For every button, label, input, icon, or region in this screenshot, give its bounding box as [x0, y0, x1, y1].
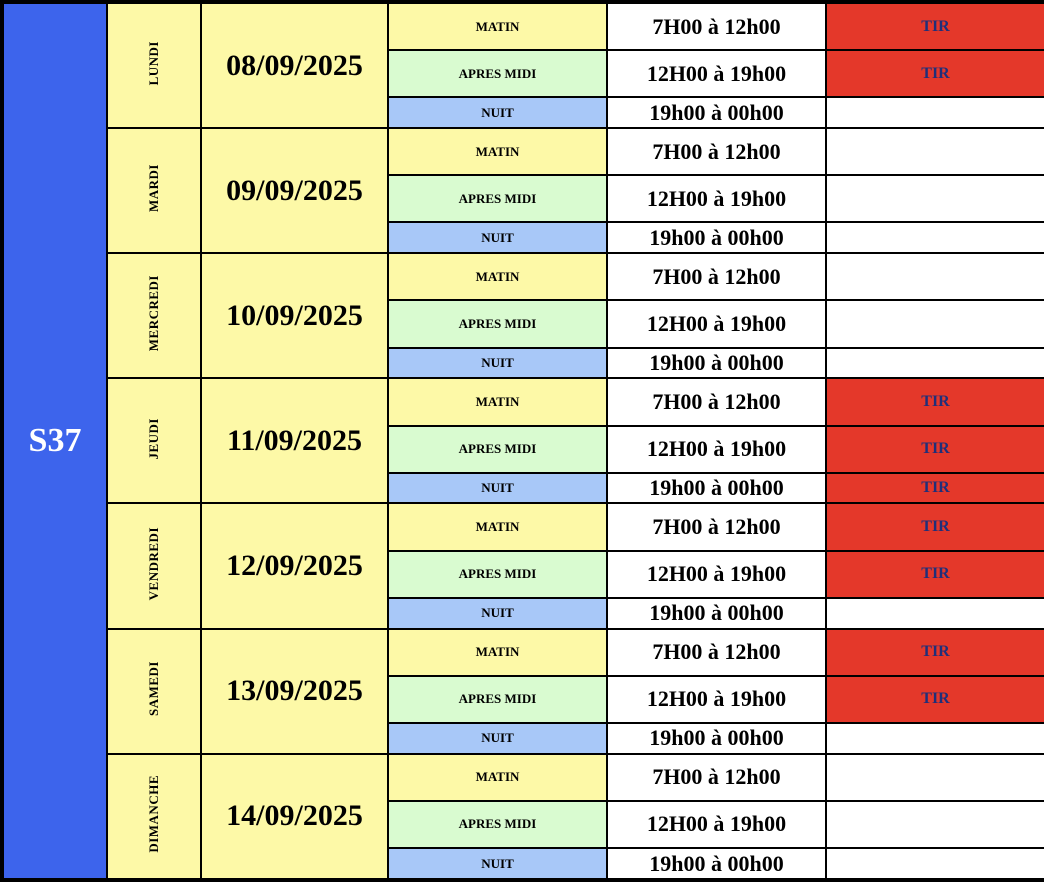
- period-hours: 12H00 à 19h00: [607, 676, 826, 723]
- period-hours: 19h00 à 00h00: [607, 848, 826, 879]
- day-name-cell: [107, 253, 201, 378]
- period-label: APRES MIDI: [388, 801, 607, 848]
- tir-status-cell: TIR: [826, 378, 1044, 425]
- day-date: 10/09/2025: [201, 253, 388, 378]
- period-label: APRES MIDI: [388, 551, 607, 598]
- period-label: APRES MIDI: [388, 676, 607, 723]
- day-name-cell: [107, 128, 201, 253]
- tir-status-cell: TIR: [826, 503, 1044, 550]
- day-name: SAMEDI: [146, 661, 161, 717]
- period-label: MATIN: [388, 3, 607, 50]
- day-date: 08/09/2025: [201, 3, 388, 128]
- period-label: MATIN: [388, 754, 607, 801]
- empty-status-cell: [826, 128, 1044, 175]
- period-label: NUIT: [388, 723, 607, 754]
- empty-status-cell: [826, 175, 1044, 222]
- period-hours: 7H00 à 12h00: [607, 754, 826, 801]
- period-label: NUIT: [388, 222, 607, 253]
- day-name-cell: [107, 754, 201, 879]
- day-name-cell: [107, 503, 201, 628]
- tir-status-cell: TIR: [826, 551, 1044, 598]
- empty-status-cell: [826, 598, 1044, 629]
- tir-status-cell: TIR: [826, 629, 1044, 676]
- period-label: NUIT: [388, 598, 607, 629]
- period-hours: 12H00 à 19h00: [607, 175, 826, 222]
- day-name-cell: [107, 629, 201, 754]
- period-hours: 12H00 à 19h00: [607, 801, 826, 848]
- tir-status-cell: TIR: [826, 3, 1044, 50]
- period-hours: 7H00 à 12h00: [607, 378, 826, 425]
- period-hours: 19h00 à 00h00: [607, 222, 826, 253]
- schedule-row: [3, 378, 1044, 425]
- day-date: 11/09/2025: [201, 378, 388, 503]
- period-hours: 7H00 à 12h00: [607, 503, 826, 550]
- schedule-row: [3, 253, 1044, 300]
- empty-status-cell: [826, 253, 1044, 300]
- day-date: 09/09/2025: [201, 128, 388, 253]
- empty-status-cell: [826, 801, 1044, 848]
- schedule-row: [3, 128, 1044, 175]
- day-name: DIMANCHE: [146, 774, 161, 853]
- period-hours: 7H00 à 12h00: [607, 253, 826, 300]
- day-name-cell: [107, 378, 201, 503]
- empty-status-cell: [826, 300, 1044, 347]
- period-hours: 7H00 à 12h00: [607, 629, 826, 676]
- schedule-row: [3, 754, 1044, 801]
- period-hours: 7H00 à 12h00: [607, 128, 826, 175]
- empty-status-cell: [826, 848, 1044, 879]
- period-label: APRES MIDI: [388, 300, 607, 347]
- empty-status-cell: [826, 97, 1044, 128]
- period-label: MATIN: [388, 253, 607, 300]
- period-label: APRES MIDI: [388, 175, 607, 222]
- period-hours: 12H00 à 19h00: [607, 300, 826, 347]
- period-label: NUIT: [388, 97, 607, 128]
- day-date: 14/09/2025: [201, 754, 388, 879]
- tir-status-cell: TIR: [826, 473, 1044, 504]
- period-label: MATIN: [388, 503, 607, 550]
- period-label: MATIN: [388, 629, 607, 676]
- period-hours: 19h00 à 00h00: [607, 348, 826, 379]
- period-label: APRES MIDI: [388, 426, 607, 473]
- day-name: JEUDI: [146, 417, 161, 460]
- period-label: NUIT: [388, 848, 607, 879]
- day-date: 12/09/2025: [201, 503, 388, 628]
- schedule-row: [3, 629, 1044, 676]
- empty-status-cell: [826, 348, 1044, 379]
- period-hours: 19h00 à 00h00: [607, 723, 826, 754]
- day-name: MERCREDI: [146, 275, 161, 352]
- empty-status-cell: [826, 222, 1044, 253]
- schedule-row: [3, 503, 1044, 550]
- period-label: APRES MIDI: [388, 50, 607, 97]
- period-label: NUIT: [388, 473, 607, 504]
- period-label: NUIT: [388, 348, 607, 379]
- tir-status-cell: TIR: [826, 50, 1044, 97]
- day-name: LUNDI: [146, 40, 161, 86]
- period-hours: 19h00 à 00h00: [607, 473, 826, 504]
- period-label: MATIN: [388, 378, 607, 425]
- tir-status-cell: TIR: [826, 426, 1044, 473]
- period-hours: 7H00 à 12h00: [607, 3, 826, 50]
- day-date: 13/09/2025: [201, 629, 388, 754]
- empty-status-cell: [826, 723, 1044, 754]
- week-label: S37: [3, 3, 107, 879]
- period-hours: 12H00 à 19h00: [607, 50, 826, 97]
- day-name: MARDI: [146, 164, 161, 213]
- period-hours: 12H00 à 19h00: [607, 426, 826, 473]
- period-hours: 19h00 à 00h00: [607, 598, 826, 629]
- day-name: VENDREDI: [146, 526, 161, 601]
- weekly-schedule-table: [2, 2, 1044, 880]
- empty-status-cell: [826, 754, 1044, 801]
- period-label: MATIN: [388, 128, 607, 175]
- tir-status-cell: TIR: [826, 676, 1044, 723]
- schedule-row: [3, 3, 1044, 50]
- day-name-cell: [107, 3, 201, 128]
- period-hours: 12H00 à 19h00: [607, 551, 826, 598]
- period-hours: 19h00 à 00h00: [607, 97, 826, 128]
